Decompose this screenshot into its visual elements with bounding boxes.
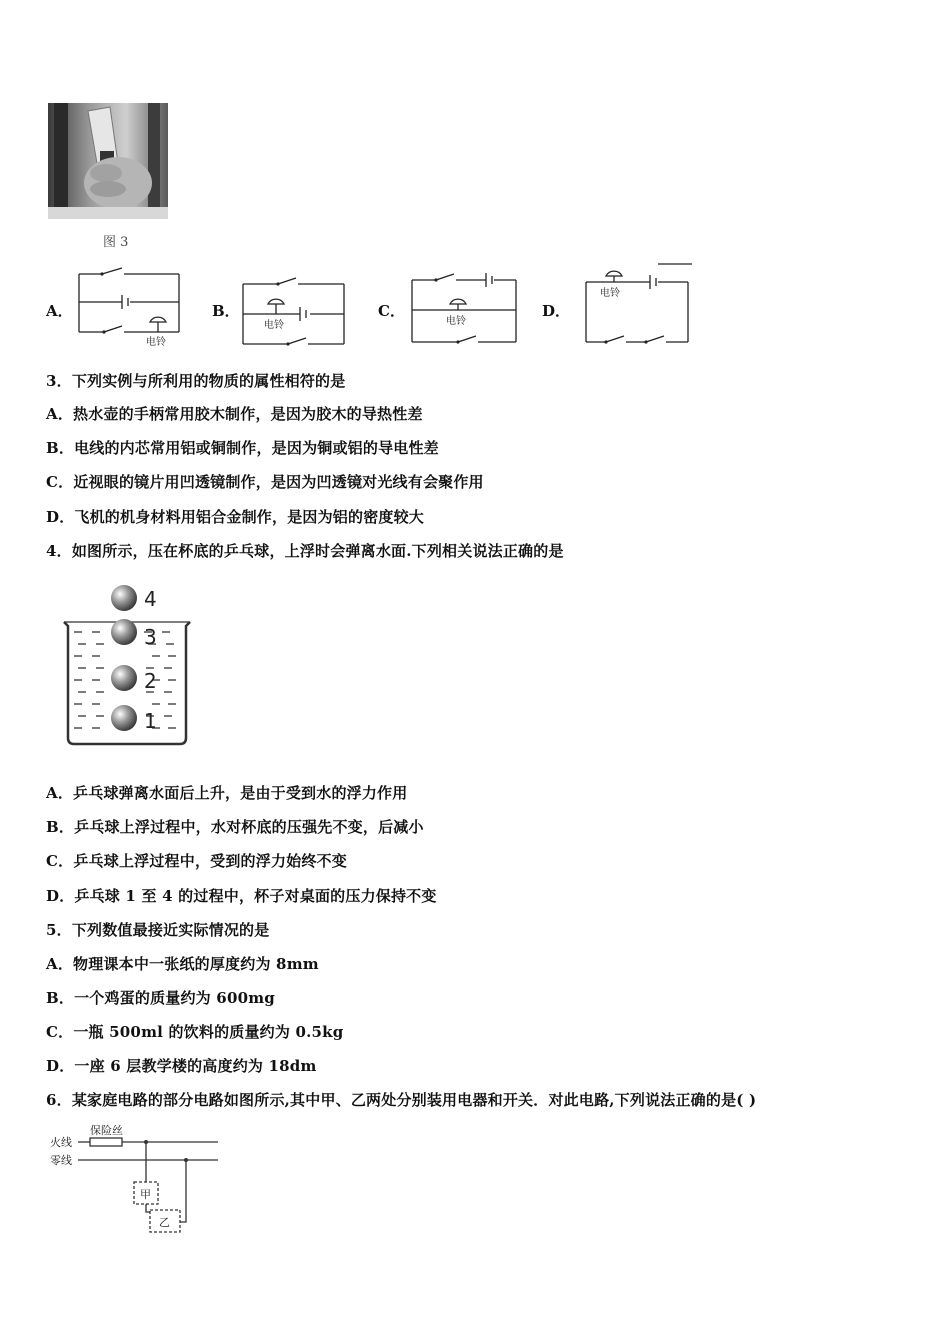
household-circuit-figure xyxy=(50,1122,230,1238)
q4-option-d: D．乒乓球 1 至 4 的过程中，杯子对桌面的压力保持不变 xyxy=(46,887,437,905)
q5-option-d: D．一座 6 层教学楼的高度约为 18dm xyxy=(46,1057,317,1075)
ball-label-1: 1 xyxy=(144,709,157,733)
option-a-label: A． xyxy=(46,302,73,320)
circuit-b xyxy=(238,272,350,354)
q3-option-b: B．电线的内芯常用铝或铜制作，是因为铜或铝的导电性差 xyxy=(46,439,439,457)
yi-label: 乙 xyxy=(159,1216,170,1229)
option-d-label: D． xyxy=(542,302,571,320)
option-c-label: C． xyxy=(378,302,405,320)
q3-option-c: C．近视眼的镜片用凹透镜制作，是因为凹透镜对光线有会聚作用 xyxy=(46,473,484,491)
ball-label-3: 3 xyxy=(144,625,157,649)
q5-option-c: C．一瓶 500ml 的饮料的质量约为 0.5kg xyxy=(46,1023,344,1041)
q3-option-d: D．飞机的机身材料用铝合金制作，是因为铝的密度较大 xyxy=(46,508,425,526)
figure3-caption: 图 3 xyxy=(103,235,129,250)
q4-option-a: A．乒乓球弹离水面后上升，是由于受到水的浮力作用 xyxy=(46,784,408,802)
q5-option-a: A．物理课本中一张纸的厚度约为 8mm xyxy=(46,955,319,973)
jia-label: 甲 xyxy=(140,1188,151,1201)
circuit-c-bell-label: 电铃 xyxy=(446,316,466,327)
option-b-label: B． xyxy=(212,302,240,320)
circuit-c xyxy=(406,264,522,352)
figure3-photo xyxy=(48,103,168,219)
circuit-d-bell-label: 电铃 xyxy=(600,288,620,299)
circuit-b-bell-label: 电铃 xyxy=(264,320,284,331)
circuit-a-bell-label: 电铃 xyxy=(146,337,166,348)
q6-stem: 6．某家庭电路的部分电路如图所示,其中甲、乙两处分别装用电器和开关．对此电路,下列说法正确的是( ) xyxy=(46,1091,757,1109)
live-wire-label: 火线 xyxy=(50,1136,72,1149)
q4-option-b: B．乒乓球上浮过程中，水对杯底的压强先不变，后减小 xyxy=(46,818,424,836)
circuit-a xyxy=(74,262,186,352)
ball-label-4: 4 xyxy=(144,587,157,611)
q3-stem: 3．下列实例与所利用的物质的属性相符的是 xyxy=(46,372,346,390)
q5-option-b: B．一个鸡蛋的质量约为 600mg xyxy=(46,989,275,1007)
circuit-d xyxy=(580,258,694,352)
q4-stem: 4．如图所示，压在杯底的乒乓球，上浮时会弹离水面.下列相关说法正确的是 xyxy=(46,542,564,560)
q5-stem: 5．下列数值最接近实际情况的是 xyxy=(46,921,270,939)
neutral-wire-label: 零线 xyxy=(50,1154,72,1167)
fuse-label: 保险丝 xyxy=(90,1124,123,1137)
q4-option-c: C．乒乓球上浮过程中，受到的浮力始终不变 xyxy=(46,852,347,870)
beaker-figure xyxy=(48,580,198,750)
q3-option-a: A．热水壶的手柄常用胶木制作，是因为胶木的导热性差 xyxy=(46,405,423,423)
ball-label-2: 2 xyxy=(144,669,157,693)
